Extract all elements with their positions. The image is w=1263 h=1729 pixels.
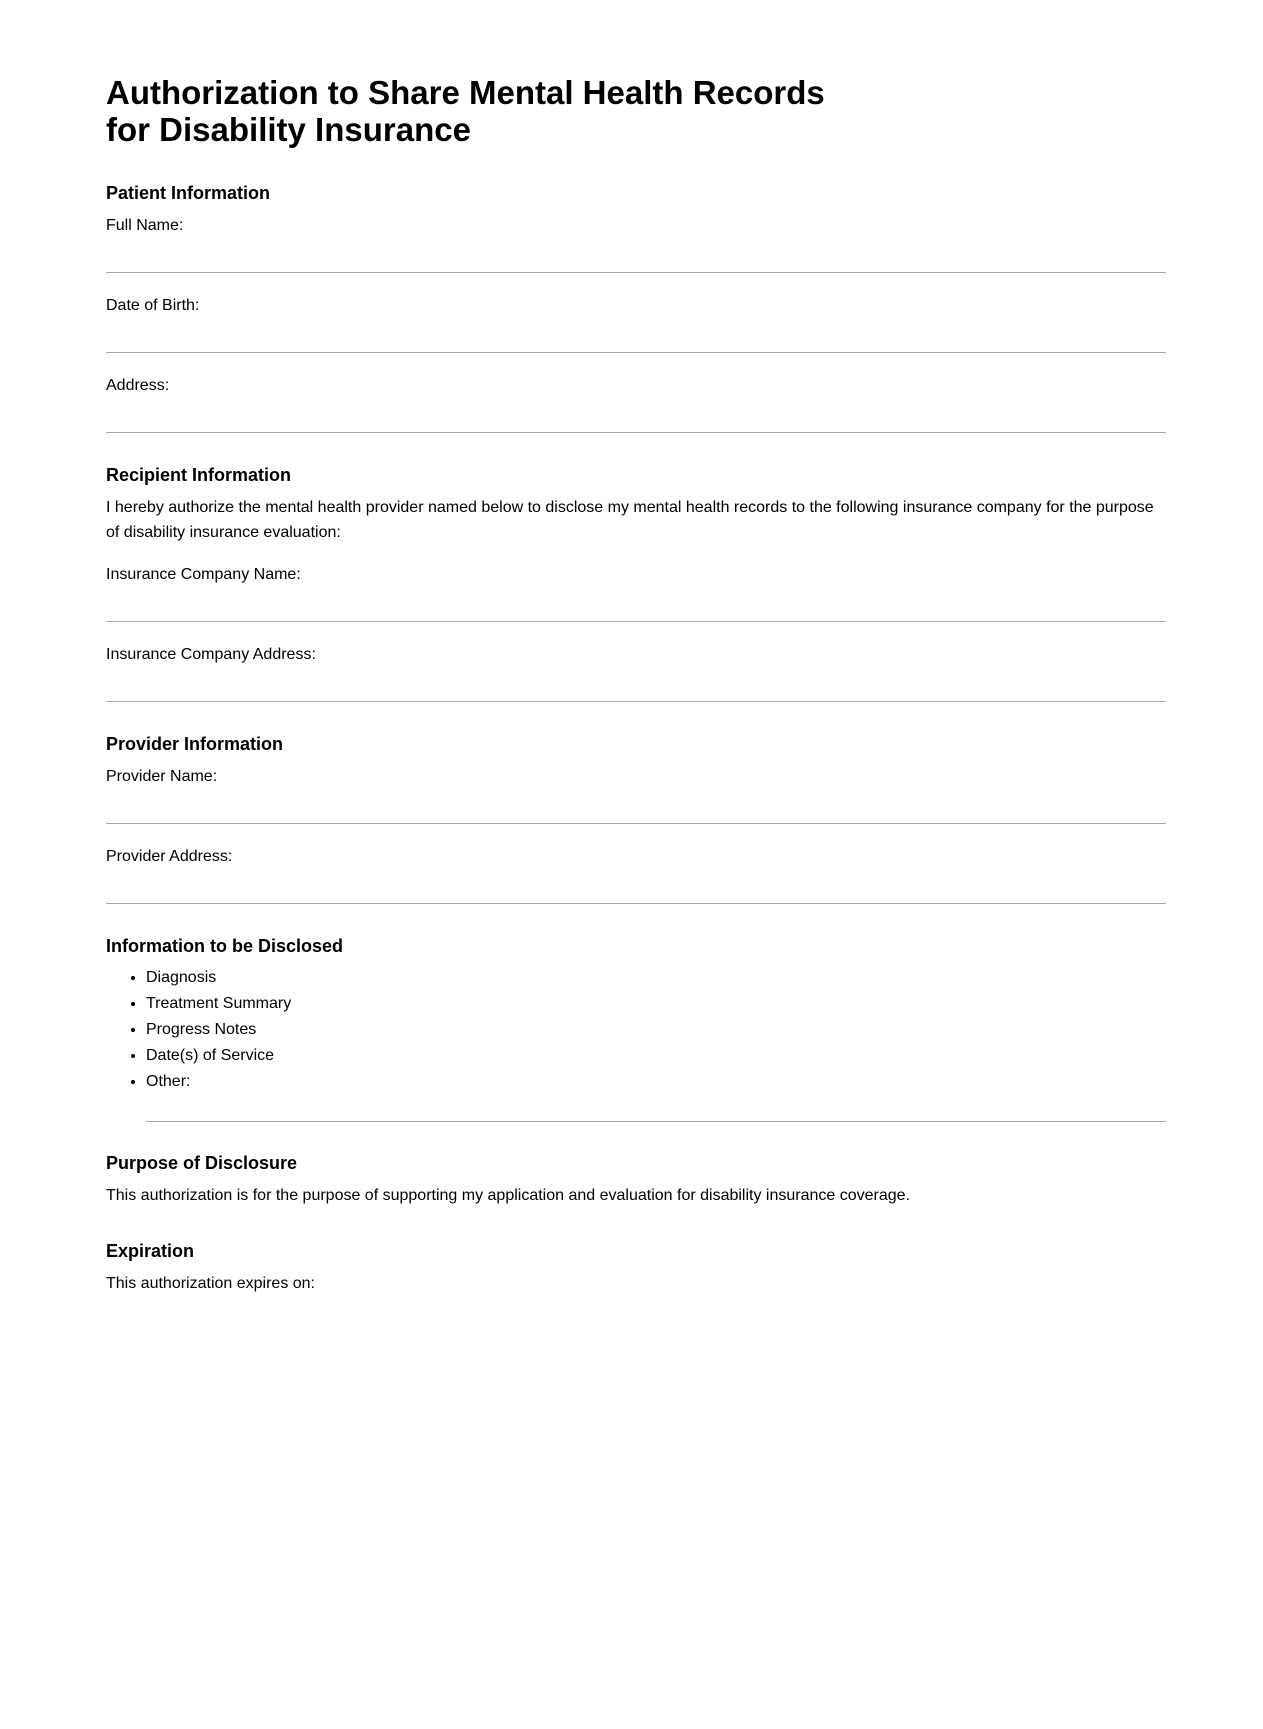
- insurance-company-address-line[interactable]: [106, 701, 1166, 702]
- page-title: [106, 74, 866, 148]
- disclosed-items-list: [106, 965, 291, 1095]
- insurance-company-name-label: Insurance Company Name:: [106, 566, 301, 583]
- expiration-heading: Expiration: [106, 1241, 195, 1261]
- full-name-line[interactable]: [106, 272, 1166, 273]
- purpose-heading: Purpose of Disclosure: [106, 1153, 298, 1173]
- provider-name-line[interactable]: [106, 823, 1166, 824]
- other-information-line[interactable]: [146, 1121, 1166, 1122]
- provider-information-heading: Provider Information: [106, 734, 284, 754]
- date-of-birth-label: Date of Birth:: [106, 297, 200, 314]
- insurance-company-name-line[interactable]: [106, 621, 1166, 622]
- expiration-text: This authorization expires on:: [106, 1275, 315, 1292]
- purpose-text: This authorization is for the purpose of supporting my application and evaluation for disability insurance coverage.: [106, 1187, 911, 1204]
- disclosed-item-other: • Other:: [146, 1069, 291, 1095]
- address-line[interactable]: [106, 432, 1166, 433]
- provider-address-line[interactable]: [106, 903, 1166, 904]
- title-line-2: for Disability Insurance: [106, 111, 471, 148]
- authorization-statement: I hereby authorize the mental health provider named below to disclose my mental health records to the following insurance company for the purpose of disability insurance evaluation:: [106, 499, 1154, 541]
- address-label: Address:: [106, 377, 170, 394]
- information-disclosed-heading: Information to be Disclosed: [106, 936, 344, 956]
- provider-address-label: Provider Address:: [106, 848, 233, 865]
- disclosed-item-treatment-summary: • Treatment Summary: [146, 991, 291, 1017]
- disclosed-item-diagnosis: • Diagnosis: [146, 965, 291, 991]
- insurance-company-address-label: Insurance Company Address:: [106, 646, 316, 663]
- date-of-birth-line[interactable]: [106, 352, 1166, 353]
- patient-information-heading: Patient Information: [106, 183, 271, 203]
- full-name-label: Full Name:: [106, 217, 184, 234]
- provider-name-label: Provider Name:: [106, 768, 218, 785]
- title-line-1: Authorization to Share Mental Health Records: [106, 74, 825, 111]
- disclosed-item-dates-of-service: • Date(s) of Service: [146, 1043, 291, 1069]
- disclosed-item-progress-notes: • Progress Notes: [146, 1017, 291, 1043]
- recipient-information-heading: Recipient Information: [106, 465, 292, 485]
